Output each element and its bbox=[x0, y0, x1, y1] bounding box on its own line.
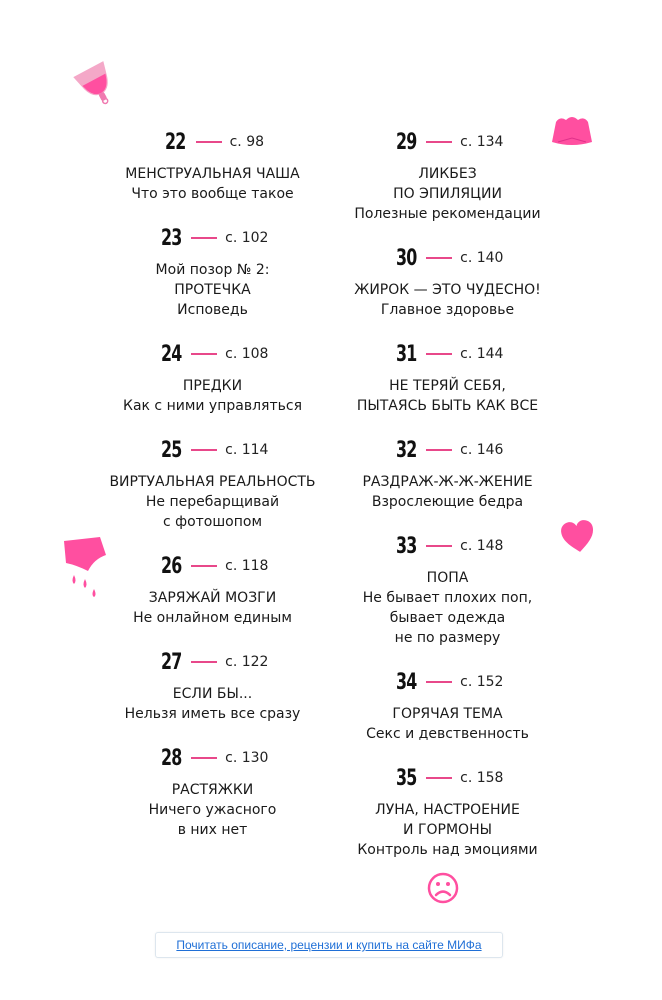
accent-dash bbox=[191, 757, 217, 759]
entry-title: НЕ ТЕРЯЙ СЕБЯ, bbox=[389, 378, 506, 394]
entry-subtitle: Контроль над эмоциями bbox=[357, 842, 538, 858]
entry-subtitle: Как с ними управляться bbox=[123, 398, 302, 414]
buy-link-box[interactable] bbox=[155, 932, 503, 958]
sad-face-icon bbox=[427, 872, 459, 904]
entry-subtitle: Не перебарщивай bbox=[145, 494, 280, 510]
chapter-number: 28 bbox=[160, 745, 182, 771]
entry-title: ЗАРЯЖАЙ МОЗГИ bbox=[148, 590, 277, 606]
entry-subtitle: Секс и девственность bbox=[366, 726, 529, 742]
entry-title: ЛИКБЕЗ bbox=[418, 166, 477, 182]
menstrual-cup-icon bbox=[70, 56, 126, 106]
accent-dash bbox=[196, 141, 222, 143]
toc-entry-34[interactable] bbox=[325, 668, 570, 744]
chapter-number: 29 bbox=[395, 129, 417, 155]
toc-entry-23[interactable] bbox=[90, 224, 335, 320]
accent-dash bbox=[426, 777, 452, 779]
toc-entry-35[interactable] bbox=[325, 764, 570, 860]
page-ref: с. 134 bbox=[460, 134, 504, 150]
accent-dash bbox=[191, 661, 217, 663]
entry-subtitle: Взрослеющие бедра bbox=[371, 494, 524, 510]
chapter-number: 34 bbox=[395, 669, 417, 695]
chapter-number: 22 bbox=[164, 129, 186, 155]
entry-title: Мой позор № 2: bbox=[155, 262, 270, 278]
toc-entry-31[interactable] bbox=[325, 340, 570, 416]
entry-header bbox=[90, 128, 335, 156]
accent-dash bbox=[191, 565, 217, 567]
accent-dash bbox=[426, 681, 452, 683]
entry-header bbox=[90, 436, 335, 464]
page-ref: с. 140 bbox=[460, 250, 504, 266]
page-ref: с. 102 bbox=[225, 230, 269, 246]
entry-subtitle: Исповедь bbox=[177, 302, 248, 318]
entry-title: ПЫТАЯСЬ БЫТЬ КАК ВСЕ bbox=[356, 398, 539, 414]
entry-header bbox=[325, 532, 570, 560]
entry-title: МЕНСТРУАЛЬНАЯ ЧАША bbox=[125, 166, 300, 182]
page-ref: с. 122 bbox=[225, 654, 269, 670]
entry-subtitle: в них нет bbox=[177, 822, 248, 838]
accent-dash bbox=[426, 353, 452, 355]
accent-dash bbox=[426, 257, 452, 259]
entry-header bbox=[90, 340, 335, 368]
entry-subtitle: не по размеру bbox=[394, 630, 501, 646]
accent-dash bbox=[191, 237, 217, 239]
toc-entry-27[interactable] bbox=[90, 648, 335, 724]
page-ref: с. 130 bbox=[225, 750, 269, 766]
entry-subtitle: Ничего ужасного bbox=[148, 802, 277, 818]
entry-subtitle: бывает одежда bbox=[389, 610, 506, 626]
buy-link[interactable]: Почитать описание, рецензии и купить на сайте МИФа bbox=[176, 938, 482, 952]
chapter-number: 24 bbox=[160, 341, 182, 367]
entry-title: ВИРТУАЛЬНАЯ РЕАЛЬНОСТЬ bbox=[109, 474, 316, 490]
toc-entry-26[interactable] bbox=[90, 552, 335, 628]
page-ref: с. 144 bbox=[460, 346, 504, 362]
entry-subtitle: Нельзя иметь все сразу bbox=[124, 706, 301, 722]
chapter-number: 25 bbox=[160, 437, 182, 463]
entry-subtitle: Полезные рекомендации bbox=[354, 206, 541, 222]
entry-header bbox=[90, 552, 335, 580]
entry-header bbox=[90, 648, 335, 676]
entry-title: ГОРЯЧАЯ ТЕМА bbox=[392, 706, 503, 722]
entry-title: И ГОРМОНЫ bbox=[403, 822, 492, 838]
toc-entry-22[interactable] bbox=[90, 128, 335, 204]
page-ref: с. 114 bbox=[225, 442, 269, 458]
entry-subtitle: с фотошопом bbox=[162, 514, 263, 530]
chapter-number: 33 bbox=[395, 533, 417, 559]
toc-entry-29[interactable] bbox=[325, 128, 570, 224]
entry-subtitle: Что это вообще такое bbox=[131, 186, 294, 202]
chapter-number: 26 bbox=[160, 553, 182, 579]
entry-header bbox=[90, 744, 335, 772]
page-ref: с. 146 bbox=[460, 442, 504, 458]
accent-dash bbox=[426, 449, 452, 451]
chapter-number: 31 bbox=[395, 341, 417, 367]
entry-title: РАСТЯЖКИ bbox=[171, 782, 254, 798]
entry-subtitle: Главное здоровье bbox=[380, 302, 515, 318]
accent-dash bbox=[191, 449, 217, 451]
toc-entry-33[interactable] bbox=[325, 532, 570, 648]
toc-entry-25[interactable] bbox=[90, 436, 335, 532]
entry-header bbox=[325, 128, 570, 156]
chapter-number: 32 bbox=[395, 437, 417, 463]
toc-entry-24[interactable] bbox=[90, 340, 335, 416]
entry-title: ПО ЭПИЛЯЦИИ bbox=[393, 186, 502, 202]
accent-dash bbox=[426, 545, 452, 547]
accent-dash bbox=[426, 141, 452, 143]
chapter-number: 30 bbox=[395, 245, 417, 271]
entry-title: ПРОТЕЧКА bbox=[174, 282, 251, 298]
entry-header bbox=[325, 340, 570, 368]
page-ref: с. 108 bbox=[225, 346, 269, 362]
entry-header bbox=[325, 764, 570, 792]
entry-header bbox=[325, 668, 570, 696]
chapter-number: 27 bbox=[160, 649, 182, 675]
entry-title: ПРЕДКИ bbox=[182, 378, 243, 394]
page-ref: с. 98 bbox=[229, 134, 265, 150]
entry-title: ЛУНА, НАСТРОЕНИЕ bbox=[375, 802, 520, 818]
page-ref: с. 158 bbox=[460, 770, 504, 786]
entry-title: ПОПА bbox=[426, 570, 469, 586]
entry-title: РАЗДРАЖ-Ж-Ж-ЖЕНИЕ bbox=[362, 474, 533, 490]
entry-header bbox=[90, 224, 335, 252]
entry-subtitle: Не бывает плохих поп, bbox=[362, 590, 533, 606]
entry-header bbox=[325, 436, 570, 464]
toc-entry-30[interactable] bbox=[325, 244, 570, 320]
entry-title: ЖИРОК — ЭТО ЧУДЕСНО! bbox=[354, 282, 541, 298]
entry-header bbox=[325, 244, 570, 272]
page-ref: с. 148 bbox=[460, 538, 504, 554]
toc-entry-28[interactable] bbox=[90, 744, 335, 840]
entry-subtitle: Не онлайном единым bbox=[133, 610, 292, 626]
accent-dash bbox=[191, 353, 217, 355]
page-ref: с. 118 bbox=[225, 558, 269, 574]
page-ref: с. 152 bbox=[460, 674, 504, 690]
chapter-number: 35 bbox=[395, 765, 417, 791]
entry-title: ЕСЛИ БЫ... bbox=[172, 686, 253, 702]
chapter-number: 23 bbox=[160, 225, 182, 251]
toc-entry-32[interactable] bbox=[325, 436, 570, 512]
